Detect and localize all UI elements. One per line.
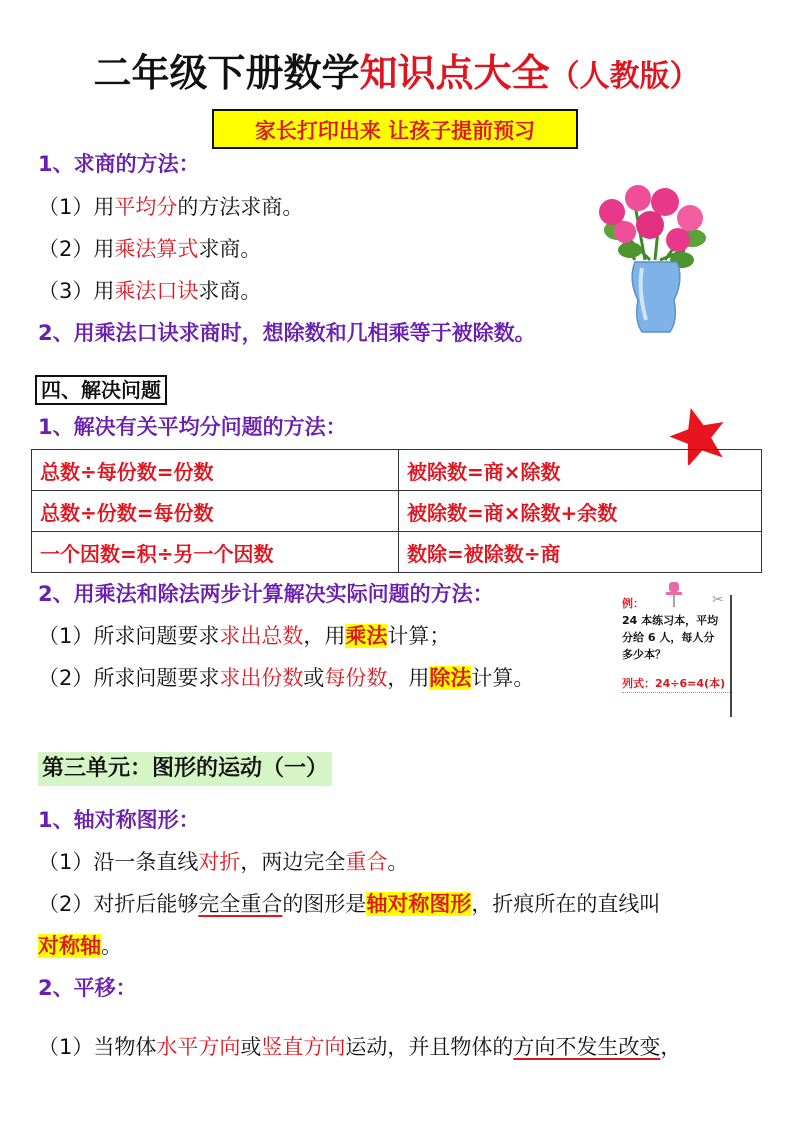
title-part-3: （人教版） — [549, 59, 700, 94]
text: 运动，并且物体的 — [345, 1035, 514, 1059]
table-cell: 被除数=商×除数 — [399, 450, 762, 491]
table-cell: 总数÷份数=每份数 — [32, 491, 399, 532]
section-4-heading: 四、解决问题 — [35, 375, 167, 405]
text-em: 乘法口诀 — [114, 279, 199, 303]
text: （2）所求问题要求 — [38, 666, 220, 690]
quotient-item-1 — [38, 193, 303, 221]
translation-heading: 2、平移： — [38, 976, 137, 1000]
table-row — [32, 491, 762, 532]
text: （1）用 — [38, 195, 115, 219]
text: 的图形是 — [282, 892, 367, 916]
text: （2）用 — [38, 237, 115, 261]
text-highlight: 除法 — [429, 666, 472, 690]
table-cell: 总数÷每份数=份数 — [32, 450, 399, 491]
table-row — [32, 450, 762, 491]
text: （1）当物体 — [38, 1035, 157, 1059]
text-em: 求出份数 — [219, 666, 304, 690]
flower-vase-icon — [590, 180, 720, 335]
text: ，用 — [303, 624, 346, 648]
text: 求商。 — [198, 237, 262, 261]
table-cell: 被除数=商×除数+余数 — [399, 491, 762, 532]
two-step-item-1 — [38, 622, 450, 650]
text: 。 — [387, 850, 409, 874]
text: ， — [660, 1035, 682, 1059]
text: 或 — [303, 666, 325, 690]
scissors-icon: ✂ — [712, 592, 724, 608]
text: 或 — [240, 1035, 262, 1059]
symmetry-item-2-cont — [38, 932, 122, 960]
text-em: 平均分 — [114, 195, 178, 219]
text-highlight: 轴对称图形 — [366, 892, 472, 916]
text-underlined: 方向不发生改变 — [513, 1035, 661, 1059]
text: （1）所求问题要求 — [38, 624, 220, 648]
text-em: 每份数 — [324, 666, 388, 690]
text: ，两边完全 — [240, 850, 346, 874]
text: （2）对折后能够 — [38, 892, 199, 916]
quotient-heading: 1、求商的方法： — [38, 152, 200, 176]
text: （1）沿一条直线 — [38, 850, 199, 874]
table-cell: 数除=被除数÷商 — [399, 532, 762, 573]
text-em: 对折 — [198, 850, 241, 874]
text: 计算； — [387, 624, 451, 648]
text: 计算。 — [471, 666, 535, 690]
text: ，折痕所在的直线叫 — [471, 892, 661, 916]
quotient-point-2: 2、用乘法口诀求商时，想除数和几相乘等于被除数。 — [38, 321, 536, 345]
symmetry-item-2 — [38, 890, 660, 918]
text: （3）用 — [38, 279, 115, 303]
note-line: 多少本？ — [622, 648, 666, 661]
title-part-2: 知识点大全 — [359, 51, 550, 95]
text-em: 求出总数 — [219, 624, 304, 648]
note-label: 例： — [622, 597, 644, 610]
page-title — [0, 42, 793, 97]
text-underlined: 完全重合 — [198, 892, 283, 916]
text-highlight: 对称轴 — [38, 934, 101, 958]
translation-item-1 — [38, 1033, 681, 1061]
quotient-item-3 — [38, 277, 261, 305]
text: 的方法求商。 — [177, 195, 304, 219]
text-highlight: 乘法 — [345, 624, 388, 648]
two-step-item-2 — [38, 664, 534, 692]
text: 求商。 — [198, 279, 262, 303]
text-em: 重合 — [345, 850, 388, 874]
text-em: 水平方向 — [156, 1035, 241, 1059]
note-line: 24 本练习本，平均 — [622, 614, 719, 627]
note-line: 分给 6 人，每人分 — [622, 631, 715, 644]
symmetry-item-1 — [38, 848, 408, 876]
example-note — [622, 595, 732, 717]
axis-symmetry-heading: 1、轴对称图形： — [38, 808, 200, 832]
text: 。 — [101, 934, 122, 958]
note-formula: 列式：24÷6=4(本) — [622, 675, 730, 693]
text-em: 乘法算式 — [114, 237, 199, 261]
text: ，用 — [387, 666, 430, 690]
unit-3-heading: 第三单元：图形的运动（一） — [38, 752, 332, 786]
formula-table — [31, 449, 762, 573]
table-cell: 一个因数=积÷另一个因数 — [32, 532, 399, 573]
table-row — [32, 532, 762, 573]
text-em: 竖直方向 — [261, 1035, 346, 1059]
subtitle-banner: 家长打印出来 让孩子提前预习 — [212, 109, 578, 149]
quotient-item-2 — [38, 235, 261, 263]
title-part-1: 二年级下册数学 — [93, 51, 360, 95]
avg-division-heading: 1、解决有关平均分问题的方法： — [38, 415, 347, 439]
two-step-heading: 2、用乘法和除法两步计算解决实际问题的方法： — [38, 582, 494, 606]
